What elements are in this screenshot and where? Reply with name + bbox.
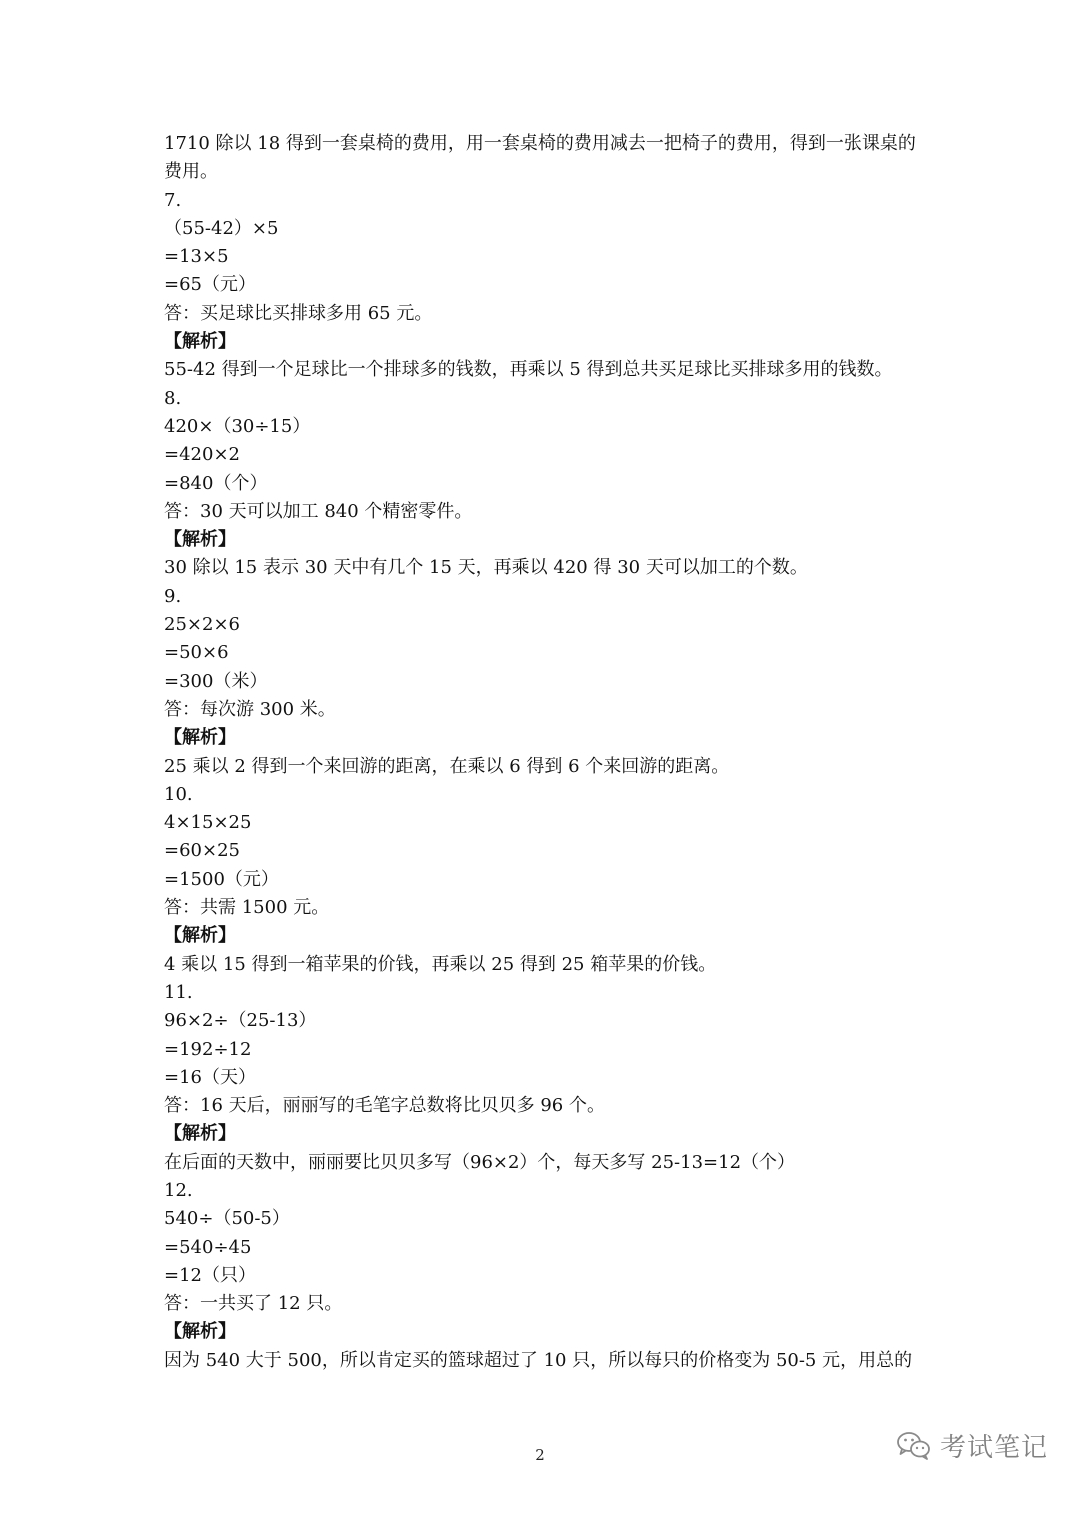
text-line: 25×2×6 [164, 614, 240, 636]
text-line: =60×25 [164, 840, 240, 862]
text-line: =420×2 [164, 444, 240, 466]
text-line: =12（只） [164, 1264, 256, 1286]
wechat-icon [896, 1430, 932, 1460]
text-line: 30 除以 15 表示 30 天中有几个 15 天，再乘以 420 得 30 天可以加工的个数。 [164, 557, 808, 579]
text-line: 因为 540 大于 500，所以肯定买的篮球超过了 10 只，所以每只的价格变为 50-5 元，用总的 [164, 1349, 913, 1371]
text-line: =300（米） [164, 670, 268, 692]
text-line: =192÷12 [164, 1038, 252, 1060]
text-line: 8. [164, 387, 182, 409]
text-line: 96×2÷（25-13） [164, 1010, 317, 1032]
text-line: =13×5 [164, 246, 229, 268]
text-line: 7. [164, 189, 182, 211]
text-line: 在后面的天数中，丽丽要比贝贝多写（96×2）个，每天多写 25-13=12（个） [164, 1151, 796, 1173]
text-line: 11. [164, 981, 193, 1003]
text-line: 540÷（50-5） [164, 1208, 290, 1230]
text-line: =540÷45 [164, 1236, 252, 1258]
section-heading: 【解析】 [164, 529, 236, 551]
text-line: （55-42）×5 [164, 217, 279, 239]
section-heading: 【解析】 [164, 925, 236, 947]
section-heading: 【解析】 [164, 331, 236, 353]
text-line: 10. [164, 783, 193, 805]
text-line: 12. [164, 1179, 193, 1201]
section-heading: 【解析】 [164, 727, 236, 749]
text-line: 答：每次游 300 米。 [164, 698, 336, 720]
text-line: 55-42 得到一个足球比一个排球多的钱数，再乘以 5 得到总共买足球比买排球多用的钱数。 [164, 359, 893, 381]
page-number: 2 [535, 1446, 545, 1464]
text-line: 答：买足球比买排球多用 65 元。 [164, 302, 433, 324]
text-line: 25 乘以 2 得到一个来回游的距离，在乘以 6 得到 6 个来回游的距离。 [164, 755, 730, 777]
text-line: 答：一共买了 12 只。 [164, 1293, 343, 1315]
text-line: =16（天） [164, 1066, 256, 1088]
text-line: 答：30 天可以加工 840 个精密零件。 [164, 500, 473, 522]
watermark-text: 考试笔记 [940, 1432, 1049, 1463]
text-line: 9. [164, 585, 182, 607]
text-line: =840（个） [164, 472, 268, 494]
text-line: =1500（元） [164, 868, 279, 890]
text-line: 420×（30÷15） [164, 415, 311, 437]
text-line: =65（元） [164, 274, 256, 296]
text-line: 答：共需 1500 元。 [164, 897, 330, 919]
text-line: 4×15×25 [164, 812, 252, 834]
watermark [896, 1420, 1048, 1470]
section-heading: 【解析】 [164, 1123, 236, 1145]
document-body [164, 130, 924, 1375]
text-line: 4 乘以 15 得到一箱苹果的价钱，再乘以 25 得到 25 箱苹果的价钱。 [164, 953, 717, 975]
text-line: =50×6 [164, 642, 229, 664]
section-heading: 【解析】 [164, 1321, 236, 1343]
text-line: 1710 除以 18 得到一套桌椅的费用，用一套桌椅的费用减去一把椅子的费用，得到一张课桌的费用。 [164, 133, 916, 183]
text-line: 答：16 天后，丽丽写的毛笔字总数将比贝贝多 96 个。 [164, 1095, 605, 1117]
